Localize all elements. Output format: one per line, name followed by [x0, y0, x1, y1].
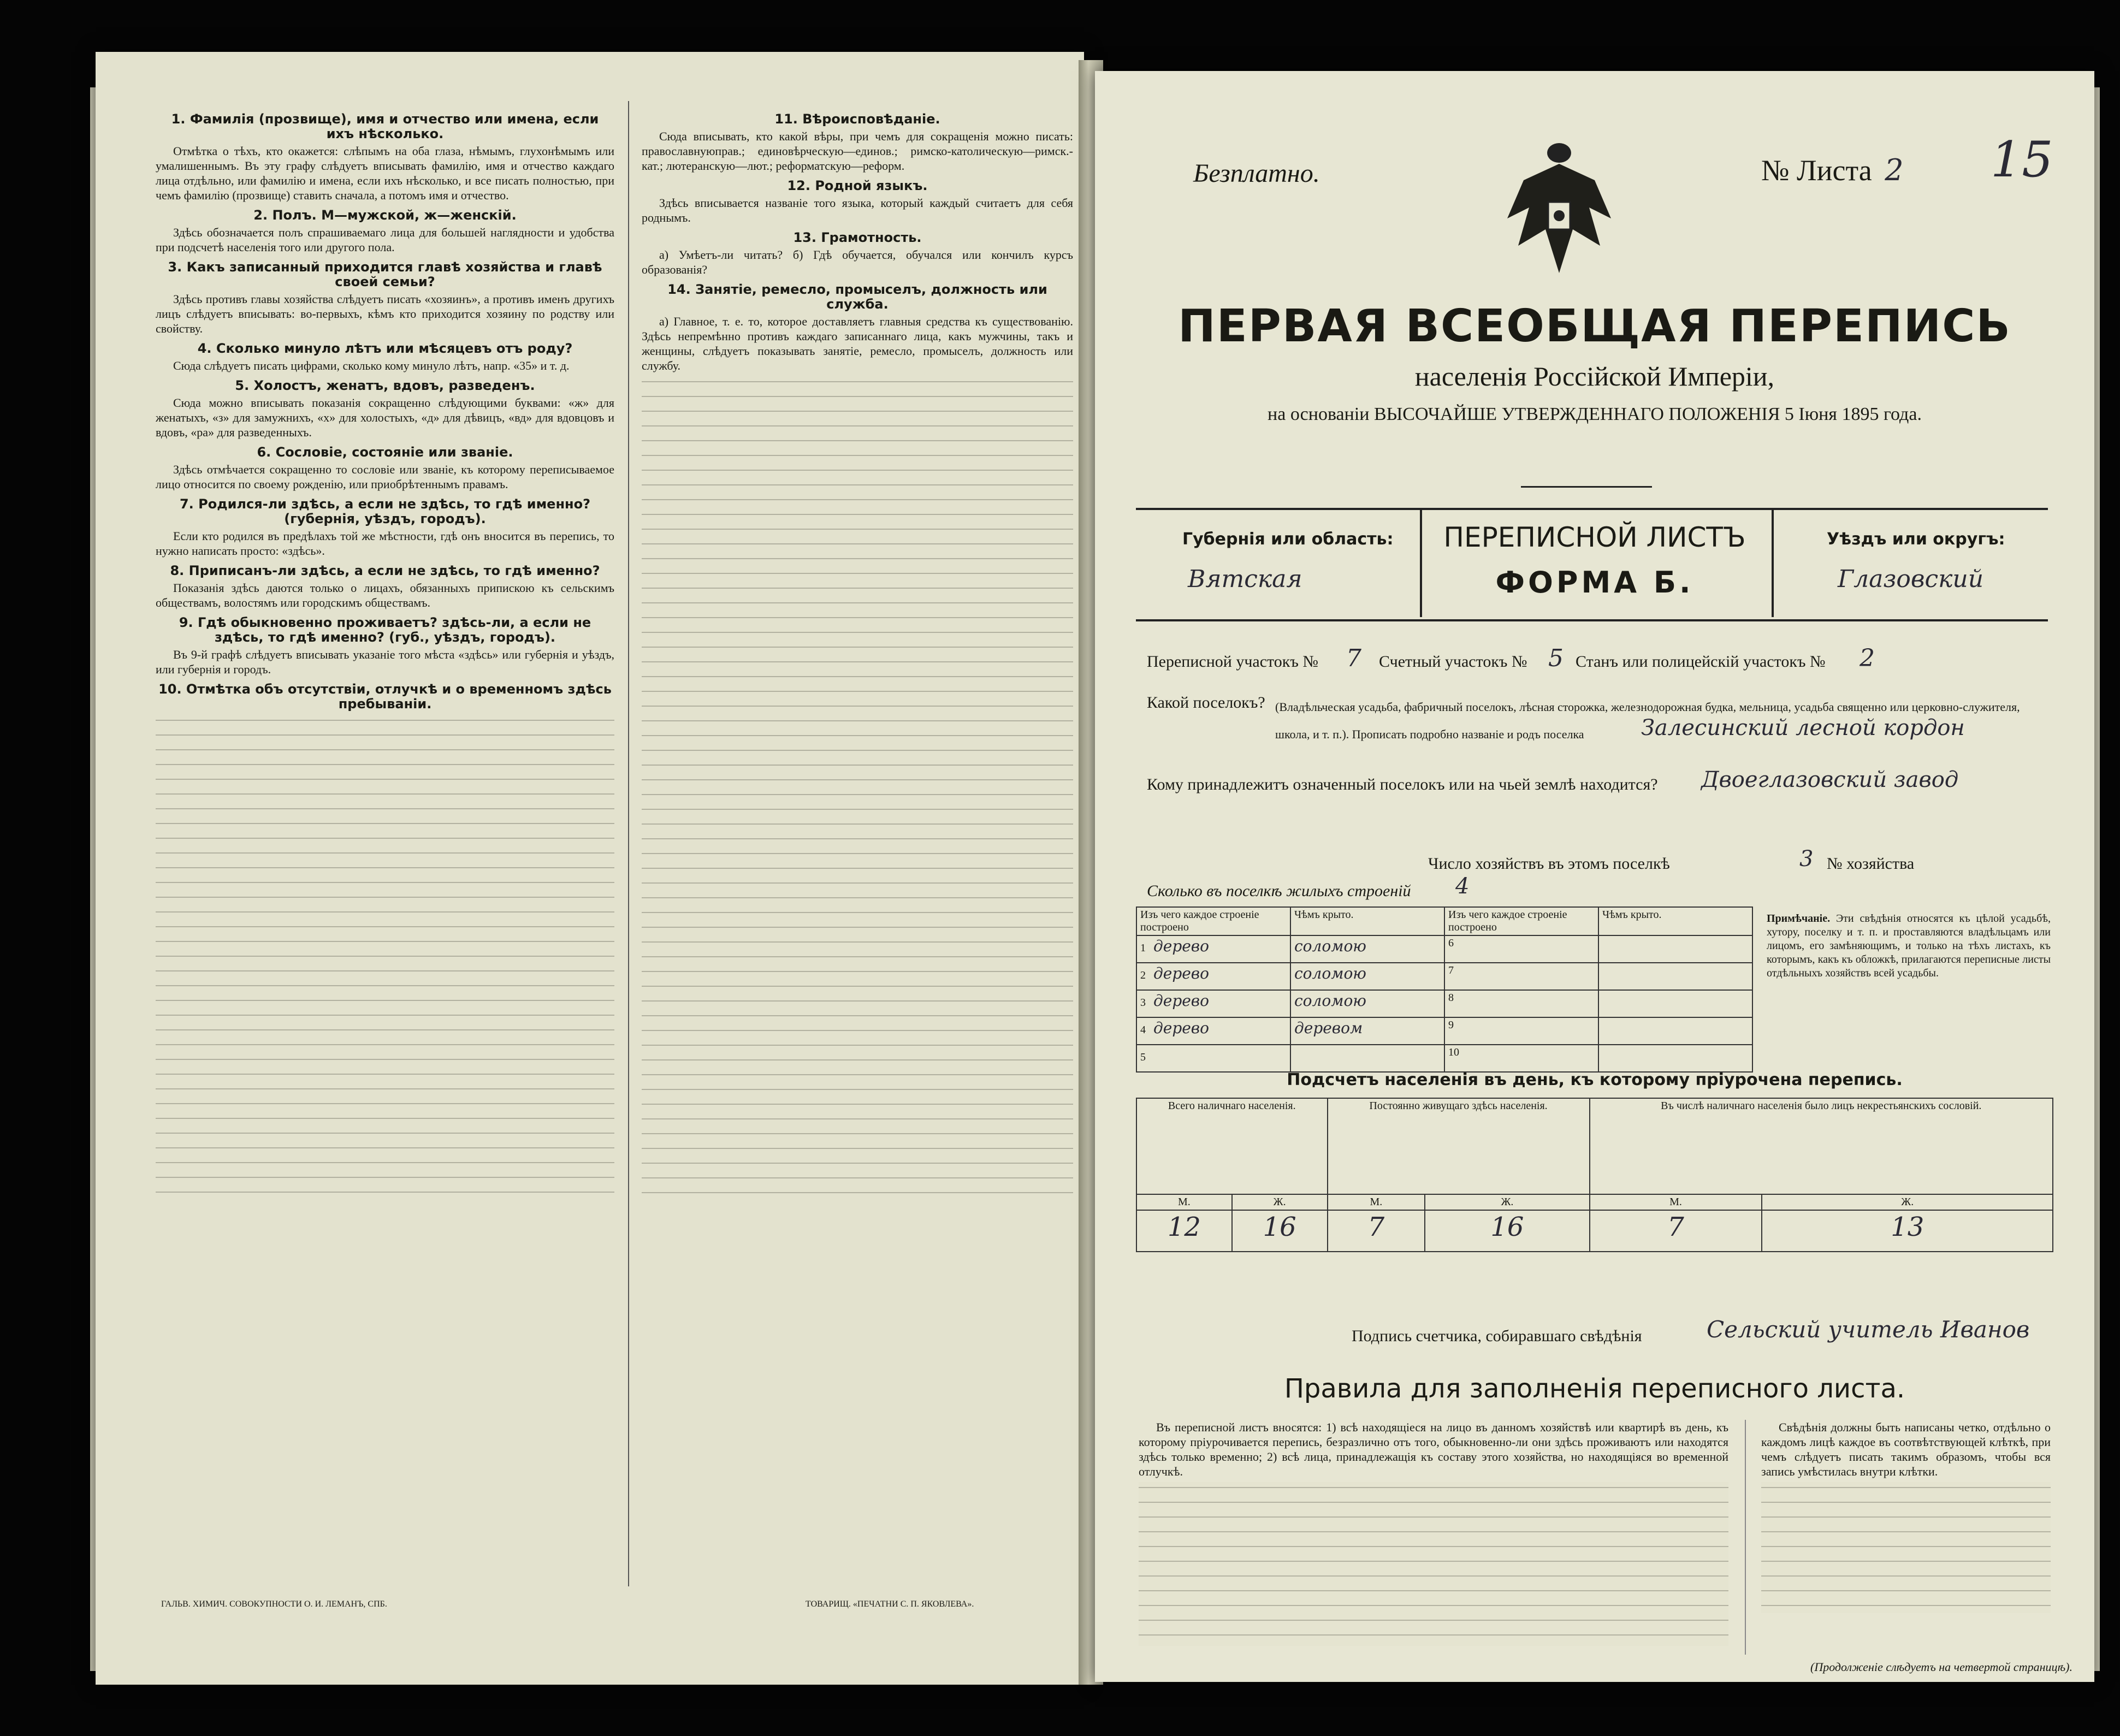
right-page-census-form	[1095, 71, 2094, 1682]
free-label: Безплатно.	[1193, 159, 1320, 188]
building-roof	[1290, 935, 1444, 963]
building-material-2	[1444, 1045, 1598, 1072]
building-roof	[1290, 1017, 1444, 1045]
gubernia-value: Вятская	[1188, 565, 1302, 593]
rules-right-column	[1761, 1420, 2051, 1660]
form-title: ФОРМА Б.	[1495, 565, 1694, 600]
count-district-value: 5	[1548, 644, 1564, 672]
building-value: соломою	[1294, 992, 1366, 1010]
rules-divider	[1745, 1420, 1746, 1655]
population-count: 12	[1136, 1210, 1232, 1252]
left-column-1	[156, 106, 614, 1581]
population-column-head: Постоянно живущаго здѣсь населенія.	[1328, 1098, 1590, 1194]
sheet-number-label	[1761, 153, 1904, 187]
sheet-number-value: 2	[1885, 153, 1904, 187]
section-text: а) Главное, т. е. то, которое доставляетъ главныя средства къ существованію. Здѣсь непремѣнно противъ каждаго записаннаго лица, какъ мужчины, такъ и женщины, слѣдуетъ показывать занятіе, ремесло, промыселъ, должность или службу.	[642, 315, 1073, 372]
stan-value: 2	[1860, 644, 1875, 672]
left-page-instructions	[96, 52, 1084, 1685]
population-count: 7	[1328, 1210, 1425, 1252]
building-material-2	[1444, 990, 1598, 1017]
section-text: Если кто родился въ предѣлахъ той же мѣстности, гдѣ онъ вносится въ перепись, то нужно написать просто: «здѣсь».	[156, 529, 614, 558]
buildings-label: Сколько въ поселкѣ жилыхъ строеній	[1147, 882, 1411, 900]
owner-label: Кому принадлежитъ означенный поселокъ или на чьей землѣ находится?	[1147, 775, 1658, 793]
building-roof-2	[1598, 963, 1752, 990]
building-number: 8	[1448, 992, 1454, 1004]
population-sex-label: М.	[1328, 1194, 1425, 1210]
section-text: Показанія здѣсь даются только о лицахъ, обязанныхъ припискою къ сельскимъ обществамъ, волостямъ или городскимъ обществамъ.	[156, 581, 614, 609]
note-text: Эти свѣдѣнія относятся къ цѣлой усадьбѣ, хутору, поселку и т. п. и проставляются владѣльцамъ или лицомъ, его замѣняющимъ, и только на тѣхъ листахъ, къ которымъ, какъ къ обложкѣ, прилагаются переписные листы отдѣльныхъ хозяйствъ всей усадьбы.	[1767, 913, 2051, 979]
settlement-label: Какой поселокъ?	[1147, 694, 1265, 712]
population-sex-label: М.	[1590, 1194, 1762, 1210]
district-label: Переписной участокъ №	[1147, 653, 1318, 671]
section-heading: 1. Фамилія (прозвище), имя и отчество или имена, если ихъ нѣсколько.	[171, 111, 599, 141]
household-number-label: № хозяйства	[1827, 855, 1915, 873]
district-value: 7	[1346, 644, 1361, 672]
note-block	[1767, 912, 2051, 980]
gubernia-label: Губернія или область:	[1182, 530, 1394, 549]
building-roof-2	[1598, 1017, 1752, 1045]
census-decree-line: на основаніи ВЫСОЧАЙШЕ УТВЕРЖДЕННАГО ПОЛОЖЕНІЯ 5 Іюня 1895 года.	[1268, 404, 1922, 424]
building-value: дерево	[1153, 964, 1209, 982]
population-table	[1136, 1098, 2053, 1252]
text-body	[642, 376, 1073, 1195]
buildings-table	[1136, 906, 1753, 1073]
rules-left-text: Въ переписной листъ вносятся: 1) всѣ находящіеся на лицо въ данномъ хозяйствѣ или квартирѣ въ день, къ которому пріурочивается перепись, безразлично отъ того, обыкновенно-ли они здѣсь проживаютъ или находятся здѣсь только временно; 2) всѣ лица, принадлежащія къ составу этого хозяйства, но находящіяся во временной отлучкѣ.	[1139, 1420, 1728, 1478]
building-number: 10	[1448, 1046, 1459, 1058]
building-row	[1136, 990, 1752, 1017]
building-value: дерево	[1153, 1019, 1209, 1037]
building-row	[1136, 1017, 1752, 1045]
section-heading: 12. Родной языкъ.	[787, 178, 928, 193]
building-material-2	[1444, 963, 1598, 990]
text-body	[1761, 1482, 2051, 1613]
census-subtitle: населенія Россійской Имперіи,	[1414, 361, 1775, 392]
sections-column-2	[642, 112, 1073, 373]
building-number: 6	[1448, 937, 1454, 949]
building-number: 5	[1140, 1051, 1146, 1063]
building-row	[1136, 935, 1752, 963]
building-number: 1	[1140, 942, 1146, 954]
building-material-2	[1444, 935, 1598, 963]
signature-value: Сельский учитель Иванов	[1707, 1316, 2030, 1343]
section-heading: 3. Какъ записанный приходится главѣ хозяйства и главѣ своей семьи?	[168, 259, 602, 289]
population-sex-label: Ж.	[1762, 1194, 2053, 1210]
building-number: 9	[1448, 1019, 1454, 1031]
section-text: Здѣсь противъ главы хозяйства слѣдуетъ писать «хозяинъ», а противъ именъ другихъ лицъ слѣдуетъ вписывать: во-первыхъ, кѣмъ кто приходится хозяину по родству или свойству.	[156, 292, 614, 335]
census-title: ПЕРВАЯ ВСЕОБЩАЯ ПЕРЕПИСЬ	[1178, 300, 2011, 352]
uezd-value: Глазовский	[1838, 565, 1984, 593]
section-text: Здѣсь отмѣчается сокращенно то сословіе или званіе, къ которому переписываемое лицо относится по своему рожденію, или приобрѣтеннымъ правамъ.	[156, 463, 614, 491]
printer-imprint-right: ТОВАРИЩ. «ПЕЧАТНИ С. П. ЯКОВЛЕВА».	[806, 1599, 974, 1609]
sheet-title: ПЕРЕПИСНОЙ ЛИСТЪ	[1443, 522, 1746, 553]
building-material-2	[1444, 1017, 1598, 1045]
text-body	[1139, 1482, 1728, 1646]
settlement-hint: (Владѣльческая усадьба, фабричный поселокъ, лѣсная сторожка, железнодорожная будка, мельница, усадьба священно или церковно-служителя, школа, и т. п.). Прописать подробно названіе и родъ поселка	[1275, 700, 2020, 741]
building-material	[1136, 1045, 1290, 1072]
building-number: 2	[1140, 969, 1146, 981]
section-heading: 2. Полъ. М—мужской, ж—женскій.	[253, 208, 517, 223]
building-roof	[1290, 963, 1444, 990]
rules-left-column	[1139, 1420, 1728, 1660]
left-column-2	[642, 106, 1073, 1581]
building-row	[1136, 963, 1752, 990]
section-heading: 11. Вѣроисповѣданіе.	[774, 111, 940, 127]
signature-label: Подпись счетчика, собиравшаго свѣдѣнія	[1352, 1327, 1642, 1345]
section-text: Сюда можно вписывать показанія сокращенно слѣдующими буквами: «ж» для женатыхъ, «з» для замужнихъ, «х» для холостыхъ, «д» для дѣвицъ, «вд» для вдовцовъ и вдовъ, «ра» для разведенныхъ.	[156, 396, 614, 439]
households-value: 3	[1799, 846, 1814, 872]
building-roof-2	[1598, 1045, 1752, 1072]
building-number: 3	[1140, 997, 1146, 1009]
text-body	[156, 715, 614, 1206]
continued-note: (Продолженіе слѣдуетъ на четвертой страницѣ).	[1810, 1660, 2072, 1674]
buildings-table-header-material: Изъ чего каждое строеніе построено	[1444, 907, 1598, 935]
uezd-label: Уѣздъ или округъ:	[1827, 530, 2005, 549]
buildings-table-header-material: Изъ чего каждое строеніе построено	[1136, 907, 1290, 935]
owner-value: Двоеглазовский завод	[1701, 767, 1959, 792]
building-roof	[1290, 990, 1444, 1017]
section-heading: 8. Приписанъ-ли здѣсь, а если не здѣсь, то гдѣ именно?	[170, 563, 600, 578]
population-column-head: Въ числѣ наличнаго населенія было лицъ некрестьянскихъ сословій.	[1590, 1098, 2053, 1194]
section-text: Сюда слѣдуетъ писать цифрами, сколько кому минуло лѣтъ, напр. «35» и т. д.	[173, 359, 570, 372]
section-text: а) Умѣетъ-ли читать? б) Гдѣ обучается, обучался или кончилъ курсъ образованія?	[642, 248, 1073, 276]
building-number: 4	[1140, 1024, 1146, 1036]
section-text: Сюда вписывать, кто какой вѣры, при чемъ для сокращенія можно писать: православнуюправ.; единовѣрческую—единов.; римско-католическую—римск.-кат.; лютеранскую—лют.; реформатскую—реформ.	[642, 129, 1073, 173]
rules-title: Правила для заполненія переписного листа.	[1284, 1373, 1905, 1404]
building-material	[1136, 963, 1290, 990]
population-count: 16	[1425, 1210, 1589, 1252]
buildings-value: 4	[1455, 874, 1470, 899]
section-text: Отмѣтка о тѣхъ, кто окажется: слѣпымъ на оба глаза, нѣмымъ, глухонѣмымъ или умалишеннымъ. Въ эту графу слѣдуетъ вписывать фамилію, имя и отчество каждаго лица отдѣльно, или фамилію и имена, если ихъ нѣсколько, и все писать полностью, при чемъ фамилію (прозвище) ставить сначала, а потомъ имя и отчество.	[156, 144, 614, 202]
imperial-eagle-emblem	[1496, 142, 1622, 284]
building-roof	[1290, 1045, 1444, 1072]
section-text: Въ 9-й графѣ слѣдуетъ вписывать указаніе того мѣста «здѣсь» или губернія и уѣздъ, или губернія и городъ.	[156, 648, 614, 676]
sheet-number-caption: № Листа	[1761, 154, 1872, 187]
section-heading: 9. Гдѣ обыкновенно проживаетъ? здѣсь-ли, а если не здѣсь, то гдѣ именно? (губ., уѣздъ, городъ).	[179, 615, 591, 645]
section-heading: 6. Сословіе, состояніе или званіе.	[257, 445, 513, 460]
rules-right-text: Свѣдѣнія должны быть написаны четко, отдѣльно о каждомъ лицѣ каждое въ соотвѣтствующей клѣткѣ, при чемъ слѣдуетъ писать такимъ образомъ, чтобы вся запись умѣстилась внутри клѣтки.	[1761, 1420, 2051, 1478]
building-material	[1136, 990, 1290, 1017]
building-value: дерево	[1153, 937, 1209, 955]
section-heading: 7. Родился-ли здѣсь, а если не здѣсь, то гдѣ именно? (губернія, уѣздъ, городъ).	[179, 496, 591, 526]
building-number: 7	[1448, 964, 1454, 976]
population-column-head: Всего наличнаго населенія.	[1136, 1098, 1328, 1194]
population-count: 7	[1590, 1210, 1762, 1252]
section-heading: 4. Сколько минуло лѣтъ или мѣсяцевъ отъ роду?	[197, 341, 573, 356]
building-roof-2	[1598, 990, 1752, 1017]
population-count: 16	[1232, 1210, 1328, 1252]
note-title: Примѣчаніе.	[1767, 913, 1831, 925]
population-sex-label: М.	[1136, 1194, 1232, 1210]
building-material	[1136, 1017, 1290, 1045]
building-value: дерево	[1153, 992, 1209, 1010]
buildings-table-header-roof: Чѣмъ крыто.	[1290, 907, 1444, 935]
settlement-value: Залесинский лесной кордон	[1641, 715, 1965, 740]
section-text: Здѣсь обозначается полъ спрашиваемаго лица для большей наглядности и удобства при подсчетѣ населенія того или другого пола.	[156, 226, 614, 254]
buildings-table-header-roof: Чѣмъ крыто.	[1598, 907, 1752, 935]
building-value: деревом	[1294, 1019, 1363, 1037]
population-sex-label: Ж.	[1232, 1194, 1328, 1210]
population-count: 13	[1762, 1210, 2053, 1252]
households-label: Число хозяйствъ въ этомъ поселкѣ	[1428, 855, 1670, 873]
building-roof-2	[1598, 935, 1752, 963]
population-sex-label: Ж.	[1425, 1194, 1589, 1210]
building-material	[1136, 935, 1290, 963]
section-heading: 5. Холостъ, женатъ, вдовъ, разведенъ.	[235, 378, 535, 393]
count-district-label: Счетный участокъ №	[1379, 653, 1527, 671]
building-row	[1136, 1045, 1752, 1072]
sections-column-1	[156, 112, 614, 712]
printer-imprint-left: ГАЛЬВ. ХИМИЧ. СОВОКУПНОСТИ О. И. ЛЕМАНЪ, СПБ.	[161, 1599, 387, 1609]
building-value: соломою	[1294, 937, 1366, 955]
stan-label: Станъ или полицейскій участокъ №	[1576, 653, 1826, 671]
section-heading: 13. Грамотность.	[793, 230, 922, 245]
divider-rule	[1521, 486, 1652, 488]
page-number: 15	[1991, 131, 2053, 188]
section-text: Здѣсь вписывается названіе того языка, который каждый считаетъ для себя роднымъ.	[642, 196, 1073, 224]
population-title: Подсчетъ населенія въ день, къ которому пріурочена перепись.	[1287, 1070, 1903, 1089]
column-divider	[628, 101, 629, 1586]
section-heading: 14. Занятіе, ремесло, промыселъ, должность или служба.	[667, 282, 1047, 312]
section-heading: 10. Отмѣтка объ отсутствіи, отлучкѣ и о временномъ здѣсь пребываніи.	[158, 682, 612, 712]
building-value: соломою	[1294, 964, 1366, 982]
